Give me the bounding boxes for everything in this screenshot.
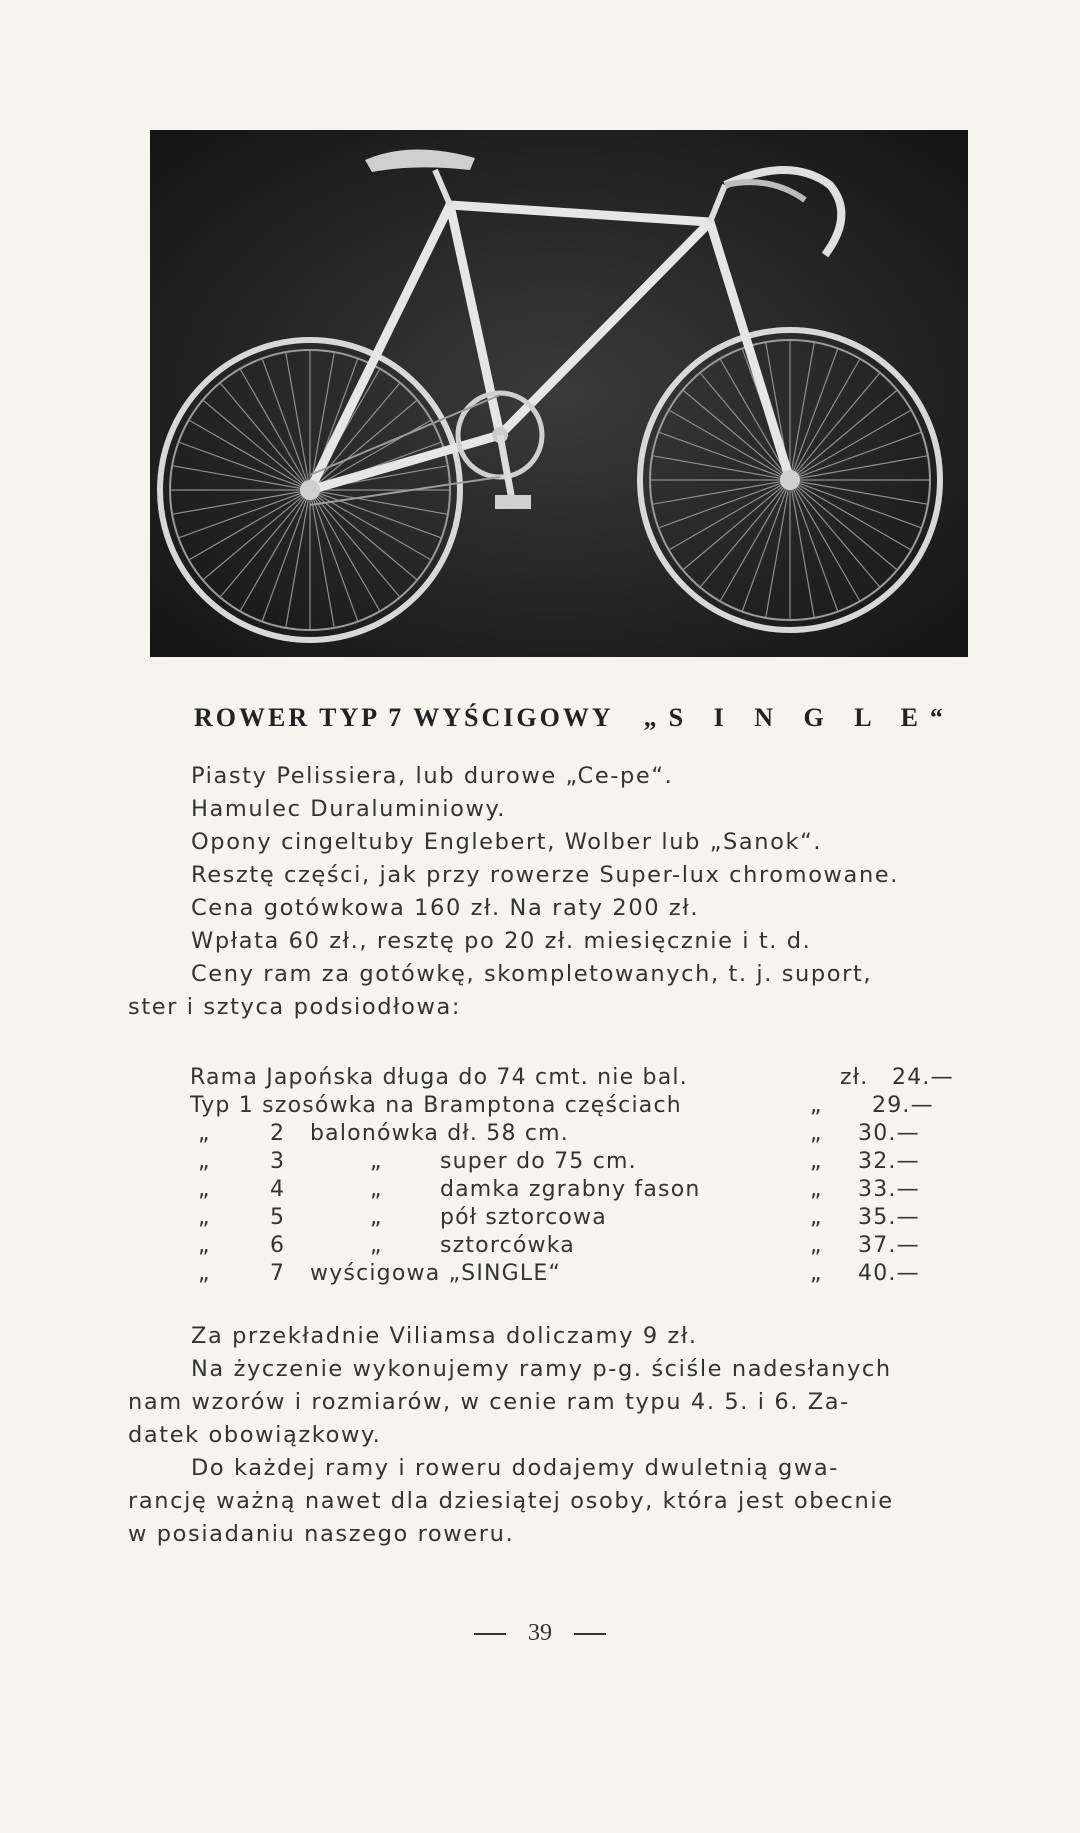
price-value: 35.—: [858, 1205, 920, 1230]
price-value: 24.—: [892, 1065, 954, 1090]
price-type-number: 2: [270, 1121, 286, 1146]
price-row: [190, 1177, 980, 1205]
price-value: 32.—: [858, 1149, 920, 1174]
closing-line-text: Na życzenie wykonujemy ramy p-g. ściśle nadesłanych: [191, 1356, 892, 1382]
closing-line: [128, 1386, 978, 1419]
price-value: 37.—: [858, 1233, 920, 1258]
price-item: „ damka zgrabny fason: [370, 1177, 701, 1202]
spec-line-text: Ceny ram za gotówkę, skompletowanych, t. j. suport,: [191, 961, 873, 987]
spec-line: [128, 991, 978, 1024]
price-value: 40.—: [858, 1261, 920, 1286]
spec-line: [128, 925, 978, 958]
price-type-number: 6: [270, 1233, 286, 1258]
closing-line: [128, 1419, 978, 1452]
price-value: 30.—: [858, 1121, 920, 1146]
spec-line-text: Resztę części, jak przy rowerze Super-lux chromowane.: [191, 862, 899, 888]
page-number-text: 39: [528, 1620, 552, 1646]
bicycle-photo: [150, 130, 968, 657]
price-row: [190, 1093, 980, 1121]
spec-line: [128, 892, 978, 925]
price-ditto: „: [198, 1233, 211, 1258]
price-value: 29.—: [872, 1093, 934, 1118]
price-ditto: „: [810, 1149, 823, 1174]
price-row: [190, 1261, 980, 1289]
spec-line: [128, 760, 978, 793]
closing-line: [128, 1353, 978, 1386]
price-ditto: „: [198, 1205, 211, 1230]
price-ditto: „: [198, 1121, 211, 1146]
price-item: Rama Japońska długa do 74 cmt. nie bal.: [190, 1065, 688, 1090]
price-item: balonówka dł. 58 cm.: [310, 1121, 569, 1146]
price-ditto: „: [198, 1261, 211, 1286]
specification-text: [128, 760, 978, 1024]
closing-line-text: Za przekładnie Viliamsa doliczamy 9 zł.: [191, 1323, 698, 1349]
dash-right: [574, 1633, 606, 1635]
spec-line-text: Opony cingeltuby Englebert, Wolber lub „Sanok“.: [191, 829, 823, 855]
spec-line-text: Piasty Pelissiera, lub durowe „Ce-pe“.: [191, 763, 674, 789]
price-ditto: „: [198, 1149, 211, 1174]
price-row: [190, 1121, 980, 1149]
price-row: [190, 1149, 980, 1177]
closing-line: [128, 1485, 978, 1518]
spec-line: [128, 826, 978, 859]
price-type-number: 5: [270, 1205, 286, 1230]
title-model: ROWER TYP 7 WYŚCIGOWY: [194, 703, 614, 732]
price-item: Typ 1 szosówka na Bramptona częściach: [190, 1093, 682, 1118]
price-type-number: 7: [270, 1261, 286, 1286]
spec-line-text: Cena gotówkowa 160 zł. Na raty 200 zł.: [191, 895, 700, 921]
price-ditto: „: [810, 1177, 823, 1202]
price-item: „ pół sztorcowa: [370, 1205, 607, 1230]
spec-line-text: Hamulec Duraluminiowy.: [191, 796, 506, 822]
price-ditto: „: [810, 1121, 823, 1146]
page-number: [0, 1620, 1080, 1647]
price-item: wyścigowa „SINGLE“: [310, 1261, 562, 1286]
price-ditto: „: [810, 1233, 823, 1258]
closing-line-text: datek obowiązkowy.: [128, 1422, 382, 1448]
price-item: „ super do 75 cm.: [370, 1149, 637, 1174]
price-type-number: 4: [270, 1177, 286, 1202]
price-type-number: 3: [270, 1149, 286, 1174]
spec-line: [128, 793, 978, 826]
closing-line: [128, 1320, 978, 1353]
closing-line-text: nam wzorów i rozmiarów, w cenie ram typu 4. 5. i 6. Za-: [128, 1389, 850, 1415]
spec-line: [128, 958, 978, 991]
title-name: „S I N G L E“: [643, 703, 955, 732]
spec-line-text: ster i sztyca podsiodłowa:: [128, 994, 462, 1020]
price-item: „ sztorcówka: [370, 1233, 575, 1258]
price-value: 33.—: [858, 1177, 920, 1202]
closing-text: [128, 1320, 978, 1551]
closing-line-text: Do każdej ramy i roweru dodajemy dwuletnią gwa-: [191, 1455, 839, 1481]
price-currency: zł.: [840, 1065, 869, 1090]
closing-line-text: w posiadaniu naszego roweru.: [128, 1521, 515, 1547]
closing-line: [128, 1518, 978, 1551]
price-ditto: „: [198, 1177, 211, 1202]
spec-line: [128, 859, 978, 892]
price-row: [190, 1233, 980, 1261]
price-ditto: „: [810, 1205, 823, 1230]
price-ditto: „: [810, 1093, 823, 1118]
price-row: [190, 1065, 980, 1093]
spec-line-text: Wpłata 60 zł., resztę po 20 zł. miesięcznie i t. d.: [191, 928, 812, 954]
closing-line-text: rancję ważną nawet dla dziesiątej osoby, która jest obecnie: [128, 1488, 894, 1514]
page-title: [194, 703, 955, 733]
dash-left: [474, 1633, 506, 1635]
price-row: [190, 1205, 980, 1233]
price-ditto: „: [810, 1261, 823, 1286]
closing-line: [128, 1452, 978, 1485]
